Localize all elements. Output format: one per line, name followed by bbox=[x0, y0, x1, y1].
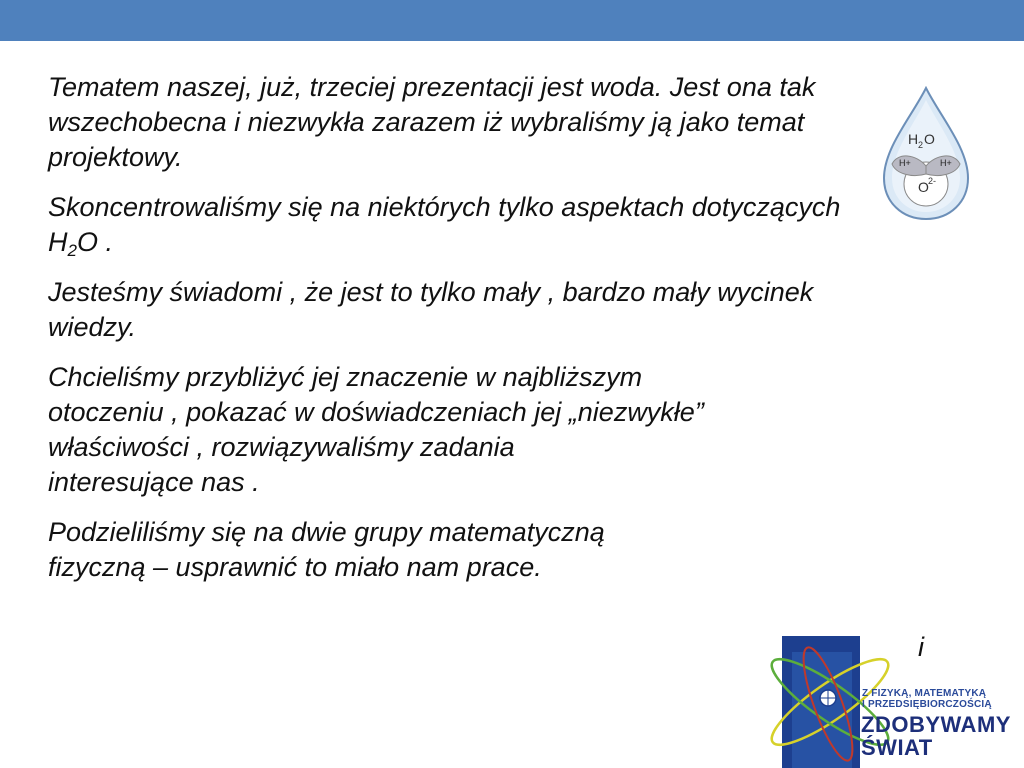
paragraph-4-line-3: właściwości , rozwiązywaliśmy zadania bbox=[48, 432, 515, 462]
paragraph-3: Jesteśmy świadomi , że jest to tylko mały , bardzo mały wycinek wiedzy. bbox=[48, 277, 814, 342]
formula-o: O bbox=[924, 131, 935, 147]
slide-body bbox=[48, 70, 898, 600]
formula-h: H bbox=[908, 131, 919, 147]
oxygen-charge-label: 2- bbox=[928, 176, 937, 186]
logo-line-2: I PRZEDSIĘBIORCZOŚCIĄ bbox=[862, 699, 992, 710]
top-banner bbox=[0, 0, 1024, 41]
paragraph-5 bbox=[48, 515, 898, 585]
subscript-2: 2 bbox=[67, 241, 77, 260]
paragraph-4-line-2: otoczeniu , pokazać w doświadczeniach jej „niezwykłe” bbox=[48, 397, 704, 427]
paragraph-4-line-4: interesujące nas . bbox=[48, 467, 260, 497]
water-drop-icon bbox=[872, 86, 980, 222]
logo-title-line-1: ZDOBYWAMY bbox=[861, 712, 1011, 737]
paragraph-4 bbox=[48, 360, 898, 500]
logo-light-panel bbox=[792, 652, 852, 768]
paragraph-2 bbox=[48, 190, 848, 260]
left-ion-label: H+ bbox=[899, 158, 911, 168]
logo-line-1: Z FIZYKĄ, MATEMATYKĄ bbox=[862, 688, 987, 699]
right-ion-label: H+ bbox=[940, 158, 952, 168]
oxygen-label: O bbox=[918, 179, 929, 195]
paragraph-1: Tematem naszej, już, trzeciej prezentacji jest woda. Jest ona tak wszechobecna i niezwykła zarazem iż wybraliśmy ją jako temat projektowy. bbox=[48, 72, 816, 172]
paragraph-4-line-1: Chcieliśmy przybliżyć jej znaczenie w najbliższym bbox=[48, 362, 643, 392]
paragraph-5-conjunction: i bbox=[918, 632, 924, 662]
paragraph-2-end: O . bbox=[76, 227, 113, 257]
paragraph-5-line-2: fizyczną – usprawnić to miało nam prace. bbox=[48, 552, 542, 582]
paragraph-2-text: Skoncentrowaliśmy się na niektórych tylko aspektach dotyczących H bbox=[48, 192, 841, 257]
formula-sub: 2 bbox=[918, 140, 924, 150]
logo-subtitle bbox=[862, 688, 992, 710]
logo-title-line-2: ŚWIAT bbox=[861, 735, 933, 760]
paragraph-5-line-1: Podzieliliśmy się na dwie grupy matematyczną bbox=[48, 517, 605, 547]
